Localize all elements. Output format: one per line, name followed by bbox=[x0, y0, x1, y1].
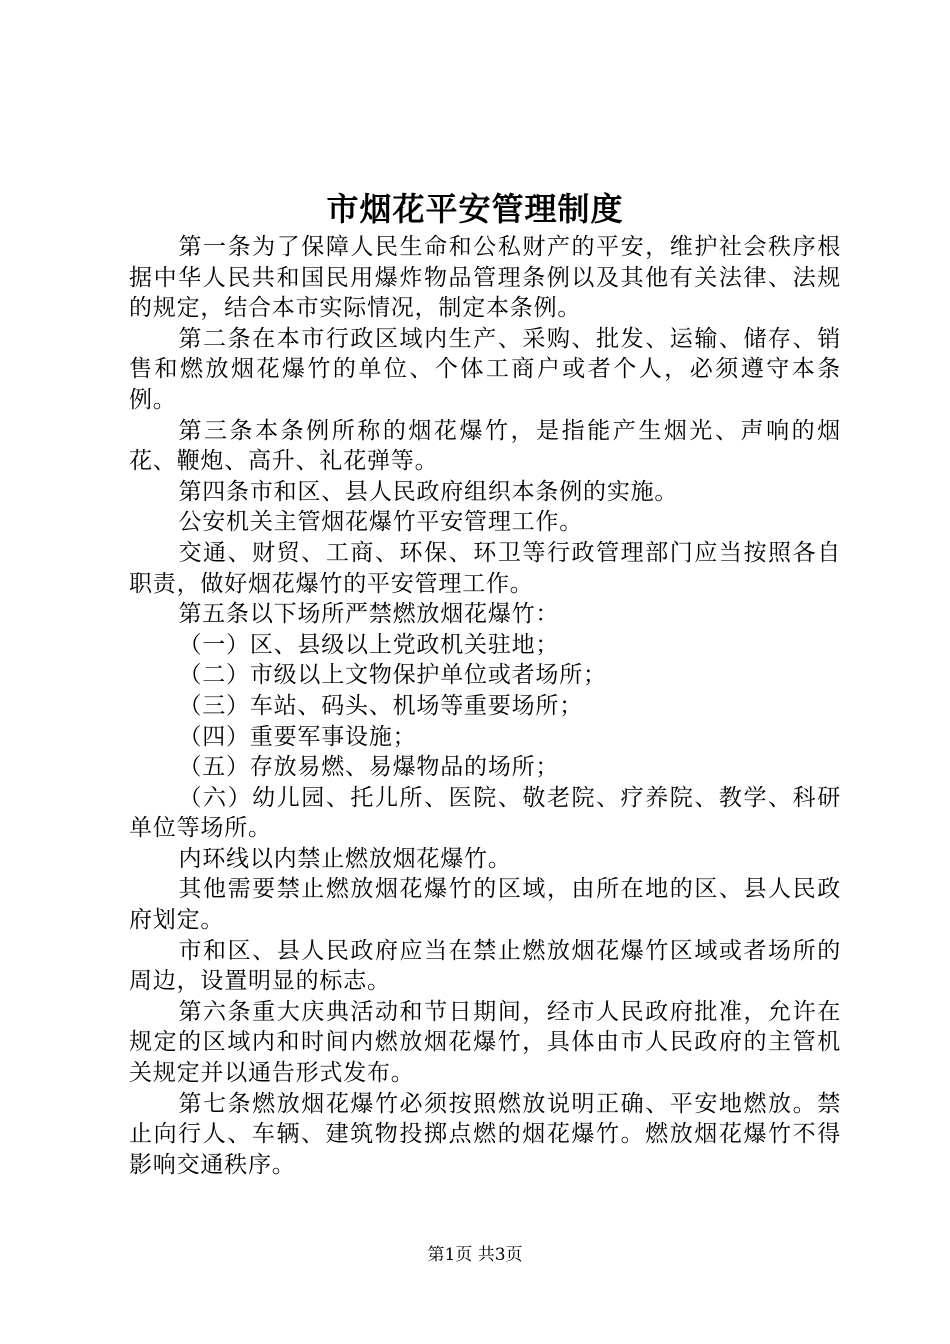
document-title: 市烟花平安管理制度 bbox=[326, 190, 624, 228]
list-item-4: （四）重要军事设施； bbox=[178, 723, 417, 750]
paragraph-other-areas: 其他需要禁止燃放烟花爆竹的区域，由所在地的区、县人民政府划定。 bbox=[129, 876, 841, 934]
paragraph-signs: 市和区、县人民政府应当在禁止燃放烟花爆竹区域或者场所的周边，设置明显的标志。 bbox=[129, 937, 841, 995]
paragraph-article-2: 第二条在本市行政区域内生产、采购、批发、运输、储存、销售和燃放烟花爆竹的单位、个体工商户或者个人，必须遵守本条例。 bbox=[129, 325, 841, 413]
paragraph-public-security: 公安机关主管烟花爆竹平安管理工作。 bbox=[178, 509, 584, 536]
paragraph-departments: 交通、财贸、工商、环保、环卫等行政管理部门应当按照各自职责，做好烟花爆竹的平安管理工作。 bbox=[129, 539, 841, 597]
list-item-6: （六）幼儿园、托儿所、医院、敬老院、疗养院、教学、科研单位等场所。 bbox=[129, 784, 841, 842]
paragraph-article-3: 第三条本条例所称的烟花爆竹，是指能产生烟光、声响的烟花、鞭炮、高升、礼花弹等。 bbox=[129, 417, 841, 475]
document-body bbox=[129, 232, 841, 1180]
paragraph-article-5: 第五条以下场所严禁燃放烟花爆竹： bbox=[178, 601, 560, 628]
paragraph-inner-ring: 内环线以内禁止燃放烟花爆竹。 bbox=[178, 845, 512, 872]
list-item-1: （一）区、县级以上党政机关驻地； bbox=[178, 631, 560, 658]
paragraph-article-7: 第七条燃放烟花爆竹必须按照燃放说明正确、平安地燃放。禁止向行人、车辆、建筑物投掷点燃的烟花爆竹。燃放烟花爆竹不得影响交通秩序。 bbox=[129, 1090, 841, 1178]
paragraph-article-4: 第四条市和区、县人民政府组织本条例的实施。 bbox=[178, 478, 679, 505]
list-item-2: （二）市级以上文物保护单位或者场所； bbox=[178, 662, 607, 689]
paragraph-article-6: 第六条重大庆典活动和节日期间，经市人民政府批准，允许在规定的区域内和时间内燃放烟花爆竹，具体由市人民政府的主管机关规定并以通告形式发布。 bbox=[129, 998, 841, 1087]
page-number-footer: 第1页 共3页 bbox=[427, 1245, 523, 1265]
paragraph-article-1: 第一条为了保障人民生命和公私财产的平安，维护社会秩序根据中华人民共和国民用爆炸物品管理条例以及其他有关法律、法规的规定，结合本市实际情况，制定本条例。 bbox=[129, 234, 841, 322]
list-item-3: （三）车站、码头、机场等重要场所； bbox=[178, 692, 584, 719]
list-item-5: （五）存放易燃、易爆物品的场所； bbox=[178, 754, 560, 781]
